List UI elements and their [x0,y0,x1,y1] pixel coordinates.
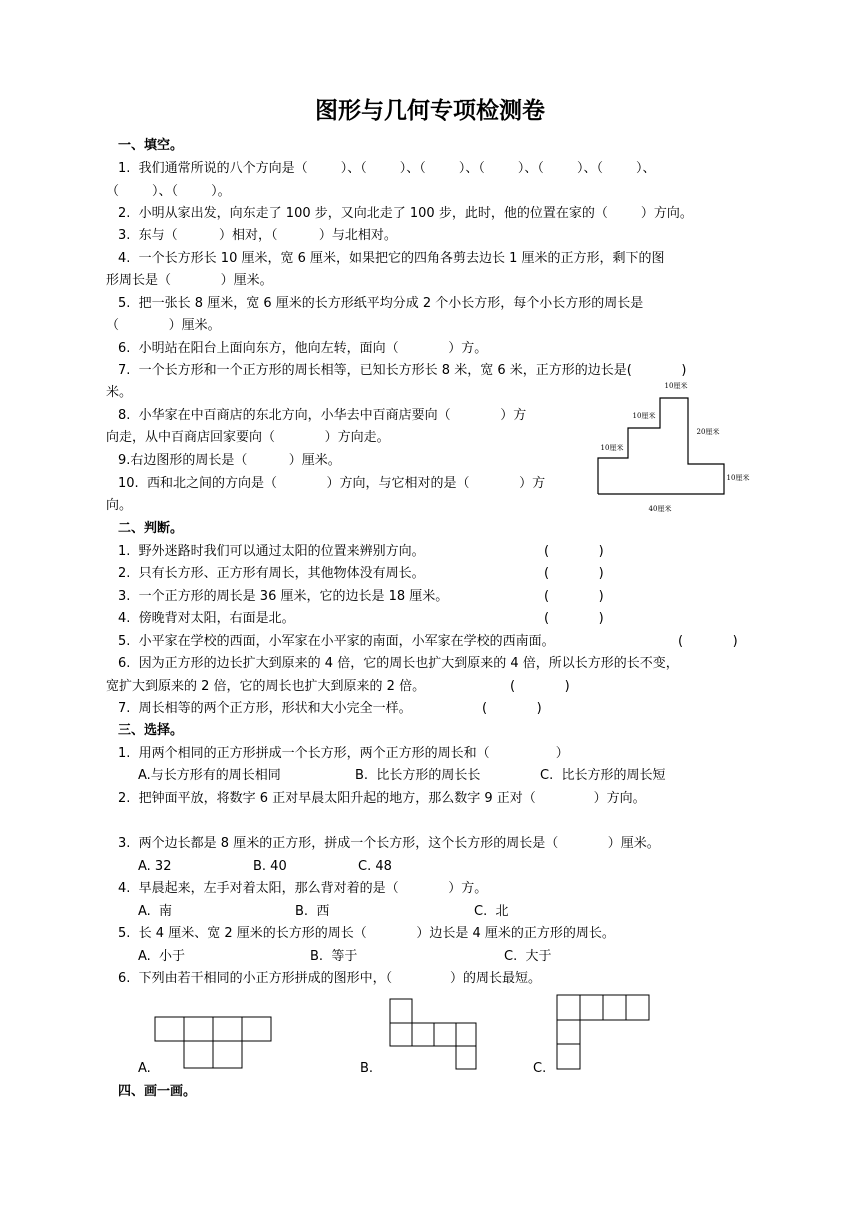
shape-a-square [184,1017,213,1041]
section-4-heading: 四、画一画。 [118,1084,197,1099]
choice-q3: 3. 两个边长都是 8 厘米的正方形，拼成一个长方形，这个长方形的周长是（ ）厘米。 [118,836,660,851]
choice-q1-option-a: A.与长方形有的周长相同 [138,768,281,783]
choice-q1-option-c: C. 比长方形的周长短 [540,768,666,783]
choice-q1-option-b: B. 比长方形的周长长 [355,768,481,783]
figure-label-right-side: 20厘米 [696,428,720,436]
shape-b-square [456,1023,476,1046]
fill-q8-line2: 向走，从中百商店回家要向（ ）方向走。 [106,430,390,445]
shape-a [150,1012,276,1074]
choice-q5: 5. 长 4 厘米、宽 2 厘米的长方形的周长（ ）边长是 4 厘米的正方形的周长。 [118,926,615,941]
choice-q4: 4. 早晨起来，左手对着太阳，那么背对着的是（ ）方。 [118,881,488,896]
choice-q3-option-c: C. 48 [358,859,392,874]
judge-q2-paren: ( ) [544,566,604,581]
fill-q3: 3. 东与（ ）相对，（ ）与北相对。 [118,228,397,243]
judge-q7-paren: ( ) [482,701,542,716]
shape-a-label: A. [138,1061,151,1076]
section-3-heading: 三、选择。 [118,723,184,738]
choice-q3-option-a: A. 32 [138,859,172,874]
judge-q5: 5. 小平家在学校的西面，小军家在小平家的南面，小军家在学校的西南面。 [118,634,555,649]
shape-a-square [213,1017,242,1041]
shape-b [385,994,481,1074]
fill-q1-line1: 1. 我们通常所说的八个方向是（ ）、（ ）、（ ）、（ ）、（ ）、（ ）、 [118,161,656,176]
figure-label-top: 10厘米 [664,382,688,390]
judge-q6-paren: ( ) [510,679,570,694]
shape-b-square [390,1023,412,1046]
stepped-figure [590,378,760,518]
shape-c [552,990,656,1074]
choice-q5-option-a: A. 小于 [138,949,186,964]
judge-q1: 1. 野外迷路时我们可以通过太阳的位置来辨别方向。 [118,544,425,559]
shape-b-square [456,1046,476,1069]
judge-q2: 2. 只有长方形、正方形有周长，其他物体没有周长。 [118,566,425,581]
choice-q5-option-c: C. 大于 [504,949,552,964]
section-1-heading: 一、填空。 [118,138,184,153]
choice-q4-option-b: B. 西 [295,904,330,919]
shape-a-square [213,1041,242,1068]
page-title: 图形与几何专项检测卷 [315,98,545,124]
fill-q5-line2: （ ）厘米。 [106,318,221,333]
judge-q6-line1: 6. 因为正方形的边长扩大到原来的 4 倍，它的周长也扩大到原来的 4 倍，所以长方形的长不变， [118,656,679,671]
shape-b-square [390,999,412,1023]
fill-q7-line2: 米。 [106,385,133,400]
fill-q1-line2: （ ）、（ ）。 [106,184,231,199]
shape-a-square [242,1017,271,1041]
judge-q5-paren: ( ) [678,634,738,649]
fill-q10-line1: 10. 西和北之间的方向是（ ）方向，与它相对的是（ ）方 [118,476,546,491]
section-2-heading: 二、判断。 [118,521,184,536]
shape-c-square [557,1020,580,1044]
fill-q2: 2. 小明从家出发，向东走了 100 步，又向北走了 100 步，此时，他的位置在家的（ ）方向。 [118,206,693,221]
shape-c-square [603,995,626,1020]
choice-q1: 1. 用两个相同的正方形拼成一个长方形，两个正方形的周长和（ ） [118,746,569,761]
shape-a-square [155,1017,184,1041]
fill-q6: 6. 小明站在阳台上面向东方，他向左转，面向（ ）方。 [118,341,488,356]
judge-q6-line2: 宽扩大到原来的 2 倍，它的周长也扩大到原来的 2 倍。 [106,679,426,694]
figure-label-bottom: 40厘米 [648,505,672,513]
shape-c-square [557,1044,580,1069]
fill-q4-line2: 形周长是（ ）厘米。 [106,273,273,288]
choice-q5-option-b: B. 等于 [310,949,358,964]
fill-q4-line1: 4. 一个长方形长 10 厘米，宽 6 厘米，如果把它的四角各剪去边长 1 厘米的正方形，剩下的图 [118,251,665,266]
shape-c-label: C. [533,1061,547,1076]
judge-q3-paren: ( ) [544,589,604,604]
judge-q1-paren: ( ) [544,544,604,559]
judge-q3: 3. 一个正方形的周长是 36 厘米，它的边长是 18 厘米。 [118,589,449,604]
judge-q4: 4. 傍晚背对太阳，右面是北。 [118,611,295,626]
choice-q4-option-a: A. 南 [138,904,173,919]
figure-label-left-side: 10厘米 [600,444,624,452]
shape-c-square [557,995,580,1020]
fill-q7-line1: 7. 一个长方形和一个正方形的周长相等，已知长方形长 8 米，宽 6 米，正方形的边长是( ) [118,363,687,378]
shape-a-square [184,1041,213,1068]
fill-q8-line1: 8. 小华家在中百商店的东北方向，小华去中百商店要向（ ）方 [118,408,527,423]
judge-q4-paren: ( ) [544,611,604,626]
figure-label-upper-left: 10厘米 [632,412,656,420]
shape-b-square [434,1023,456,1046]
shape-b-square [412,1023,434,1046]
fill-q5-line1: 5. 把一张长 8 厘米，宽 6 厘米的长方形纸平均分成 2 个小长方形，每个小长方形的周长是 [118,296,644,311]
choice-q6: 6. 下列由若干相同的小正方形拼成的图形中，（ ）的周长最短。 [118,971,542,986]
shape-c-square [580,995,603,1020]
judge-q7: 7. 周长相等的两个正方形，形状和大小完全一样。 [118,701,412,716]
choice-q3-option-b: B. 40 [253,859,287,874]
fill-q10-line2: 向。 [106,498,133,513]
figure-label-right-bottom: 10厘米 [726,474,750,482]
choice-q2: 2. 把钟面平放，将数字 6 正对早晨太阳升起的地方，那么数字 9 正对（ ）方向。 [118,791,646,806]
shape-c-square [626,995,649,1020]
fill-q9: 9.右边图形的周长是（ ）厘米。 [118,453,341,468]
choice-q4-option-c: C. 北 [474,904,509,919]
shape-b-label: B. [360,1061,374,1076]
